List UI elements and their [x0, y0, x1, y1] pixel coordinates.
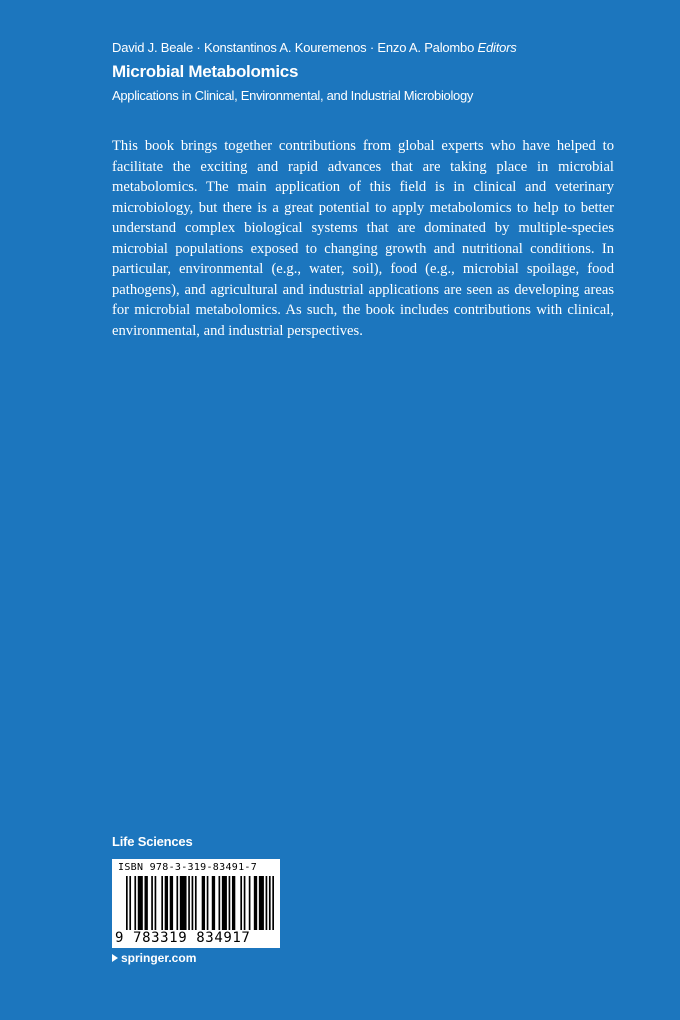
publisher-website-link[interactable]: [112, 951, 196, 965]
book-title: Microbial Metabolomics: [112, 62, 299, 81]
barcode-bar-6: [155, 876, 157, 930]
barcode-bar-15: [202, 876, 205, 930]
isbn-barcode: [112, 859, 280, 948]
arrow-right-icon: [112, 954, 118, 962]
barcode-bar-28: [269, 876, 271, 930]
barcode-bar-22: [240, 876, 242, 930]
barcode-bar-21: [232, 876, 235, 930]
isbn-text: ISBN 978-3-319-83491-7: [118, 862, 258, 873]
barcode-bar-17: [212, 876, 215, 930]
barcode-bar-14: [195, 876, 197, 930]
barcode-bar-19: [222, 876, 227, 930]
barcode-bar-7: [161, 876, 163, 930]
barcode-bar-27: [266, 876, 268, 930]
barcode-bar-12: [188, 876, 190, 930]
barcode-bar-0: [126, 876, 128, 930]
barcode-bar-20: [229, 876, 231, 930]
barcode-bar-25: [254, 876, 257, 930]
barcode-bar-5: [151, 876, 153, 930]
barcode-bar-3: [138, 876, 143, 930]
editors-names: David J. Beale · Konstantinos A. Kouremenos · Enzo A. Palombo: [112, 40, 475, 55]
barcode-bar-8: [165, 876, 168, 930]
barcode-bar-1: [129, 876, 131, 930]
editors-line: [112, 40, 517, 55]
barcode-bar-24: [249, 876, 251, 930]
barcode-bar-18: [219, 876, 221, 930]
barcode-bars: [126, 876, 274, 930]
barcode-bar-2: [134, 876, 136, 930]
barcode-bar-11: [180, 876, 187, 930]
barcode-bar-9: [170, 876, 173, 930]
barcode-bar-13: [192, 876, 194, 930]
barcode-bar-16: [207, 876, 209, 930]
publisher-website-text: springer.com: [121, 951, 197, 965]
editors-role: Editors: [477, 40, 517, 55]
barcode-digits: 9 783319 834917: [115, 930, 251, 946]
barcode-bar-26: [259, 876, 264, 930]
series-label: Life Sciences: [112, 834, 193, 849]
book-description: This book brings together contributions from global experts who have helped to facilitate the exciting and rapid advances that are taking place in microbial metabolomics. The main application of this field is in clinical and veterinary microbiology, but there is a great potential to apply metabolomics to help to better understand complex biological systems that are dominated by multiple-species microbial populations exposed to changing growth and nutritional conditions. In particular, environmental (e.g., water, soil), food (e.g., microbial spoilage, food pathogens), and agricultural and industrial applications are seen as developing areas for microbial metabolomics. As such, the book includes contributions with clinical, environmental, and industrial perspectives.: [112, 138, 614, 339]
barcode-bar-10: [176, 876, 178, 930]
book-subtitle: Applications in Clinical, Environmental, and Industrial Microbiology: [112, 88, 474, 103]
barcode-bar-4: [145, 876, 148, 930]
barcode-bar-29: [272, 876, 274, 930]
barcode-bar-23: [244, 876, 246, 930]
